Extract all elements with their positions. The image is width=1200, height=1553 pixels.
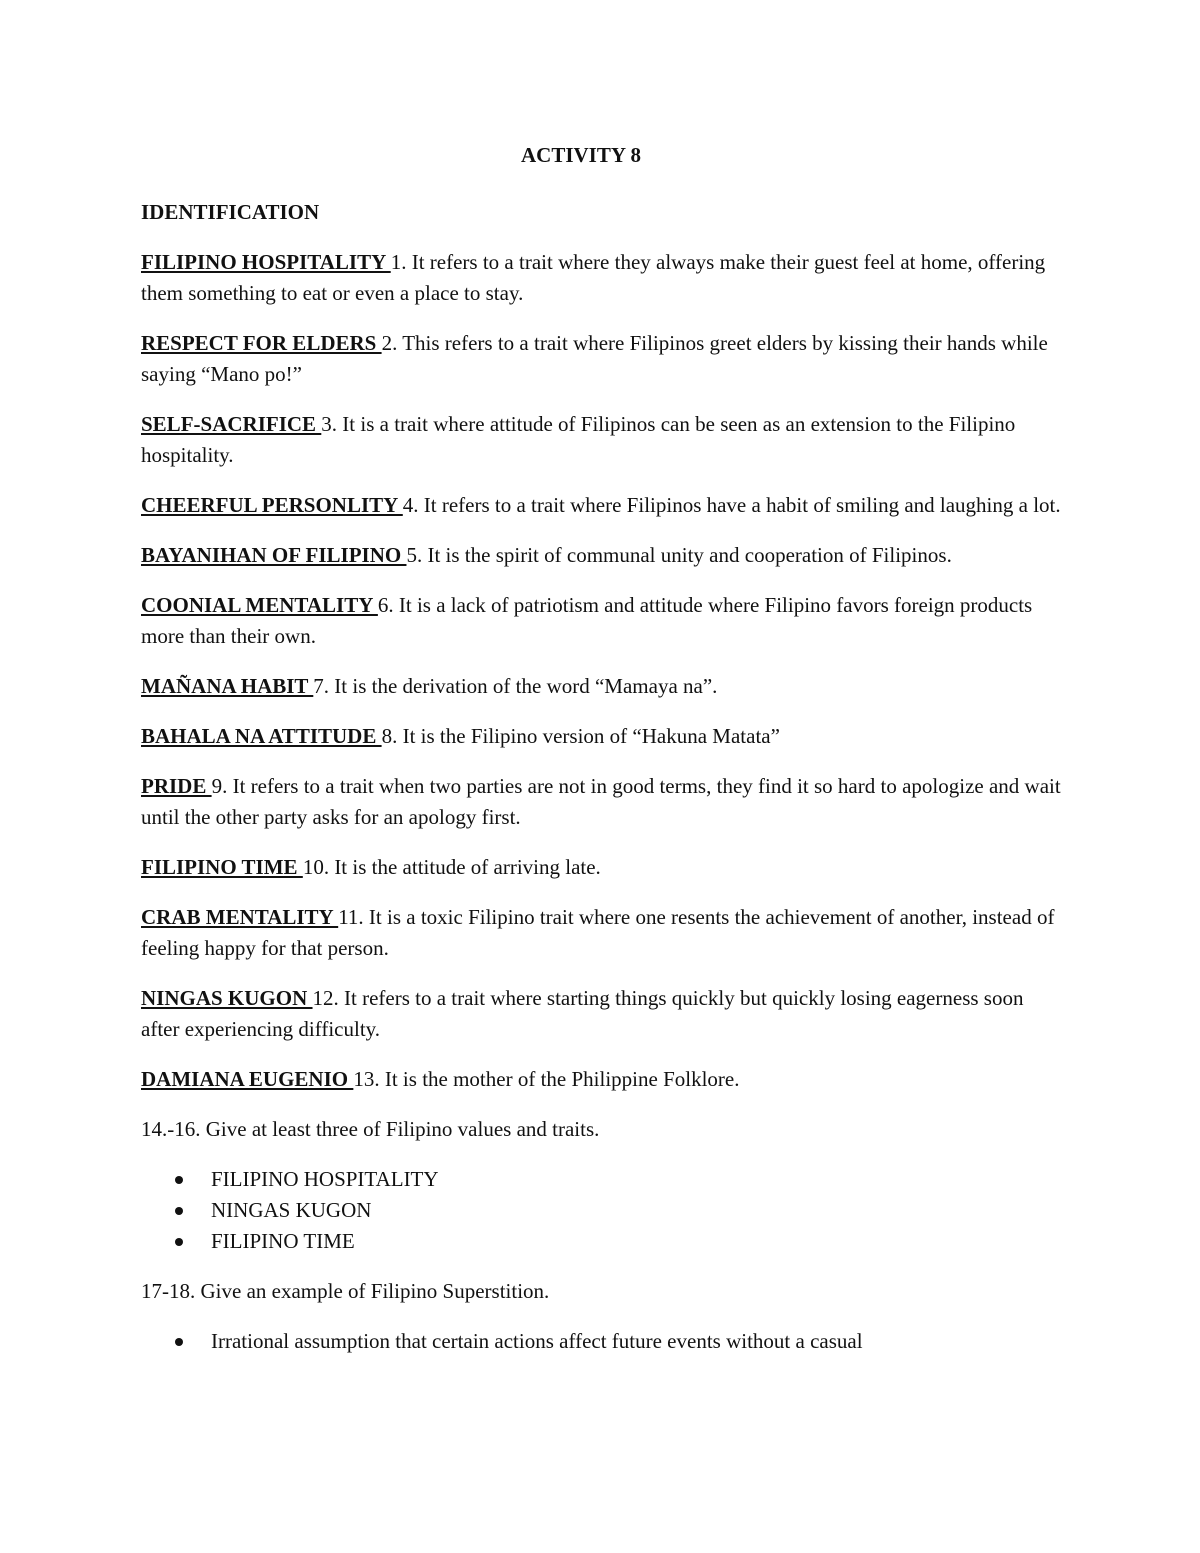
- answer-text: FILIPINO HOSPITALITY: [141, 250, 391, 274]
- answer-text: BAHALA NA ATTITUDE: [141, 724, 382, 748]
- list-item-text: FILIPINO HOSPITALITY: [211, 1167, 439, 1191]
- item-description: It refers to a trait where starting things quickly but quickly losing eagerness soon after experiencing difficulty.: [141, 986, 1024, 1041]
- identification-item: DAMIANA EUGENIO 13. It is the mother of the Philippine Folklore.: [141, 1067, 740, 1091]
- bullet-icon: [175, 1238, 183, 1246]
- item-number: 9: [211, 774, 223, 798]
- item-number: 5: [406, 543, 417, 567]
- identification-item: RESPECT FOR ELDERS 2. This refers to a trait where Filipinos greet elders by kissing their hands while saying “Mano po!”: [141, 331, 1048, 386]
- section-heading: IDENTIFICATION: [141, 200, 320, 224]
- item-description: It is the attitude of arriving late.: [334, 855, 601, 879]
- answer-text: CHEERFUL PERSONLITY: [141, 493, 403, 517]
- answer-text: BAYANIHAN OF FILIPINO: [141, 543, 407, 567]
- answer-text: NINGAS KUGON: [141, 986, 313, 1010]
- bullet-icon: [175, 1207, 183, 1215]
- item-number: 1: [390, 250, 402, 274]
- item-number: 6: [377, 593, 389, 617]
- identification-item: SELF-SACRIFICE 3. It is a trait where attitude of Filipinos can be seen as an extension to the Filipino hospitality.: [141, 412, 1016, 467]
- answer-text: COONIAL MENTALITY: [141, 593, 378, 617]
- item-description: It is the Filipino version of “Hakuna Matata”: [402, 724, 780, 748]
- item-number: 8: [381, 724, 393, 748]
- answer-text: PRIDE: [141, 774, 212, 798]
- item-description: It is the derivation of the word “Mamaya na”.: [334, 674, 718, 698]
- item-description: It is a toxic Filipino trait where one resents the achievement of another, instead of feeling happy for that person.: [141, 905, 1055, 960]
- list-item-text: Irrational assumption that certain actions affect future events without a casual: [211, 1329, 863, 1353]
- item-number: 2: [381, 331, 393, 355]
- item-number: 12: [312, 986, 334, 1010]
- identification-item: FILIPINO HOSPITALITY 1. It refers to a trait where they always make their guest feel at home, offering them something to eat or even a place to stay.: [141, 250, 1046, 305]
- answer-text: MAÑANA HABIT: [141, 674, 314, 698]
- item-description: It refers to a trait when two parties are not in good terms, they find it so hard to apologize and wait until the other party asks for an apology first.: [141, 774, 1061, 829]
- bullet-icon: [175, 1338, 183, 1346]
- list-item: [171, 1164, 1061, 1195]
- answer-text: CRAB MENTALITY: [141, 905, 339, 929]
- item-description: It is a lack of patriotism and attitude where Filipino favors foreign products more than their own.: [141, 593, 1033, 648]
- values-prompt: 14.-16. Give at least three of Filipino values and traits.: [141, 1117, 600, 1141]
- item-number: 7: [313, 674, 324, 698]
- identification-item: PRIDE 9. It refers to a trait when two parties are not in good terms, they find it so hard to apologize and wait until the other party asks for an apology first.: [141, 774, 1061, 829]
- answer-text: DAMIANA EUGENIO: [141, 1067, 354, 1091]
- identification-items: [141, 247, 1061, 1095]
- item-number: 10: [302, 855, 324, 879]
- list-item: [171, 1326, 1061, 1357]
- list-item: [171, 1226, 1061, 1257]
- bullet-icon: [175, 1176, 183, 1184]
- identification-item: BAHALA NA ATTITUDE 8. It is the Filipino version of “Hakuna Matata”: [141, 724, 780, 748]
- superstition-prompt: 17-18. Give an example of Filipino Superstition.: [141, 1279, 550, 1303]
- identification-item: MAÑANA HABIT 7. It is the derivation of the word “Mamaya na”.: [141, 674, 718, 698]
- list-item-text: FILIPINO TIME: [211, 1229, 355, 1253]
- list-item-text: NINGAS KUGON: [211, 1198, 372, 1222]
- item-description: It refers to a trait where Filipinos have a habit of smiling and laughing a lot.: [423, 493, 1061, 517]
- identification-item: NINGAS KUGON 12. It refers to a trait where starting things quickly but quickly losing eagerness soon after experiencing difficulty.: [141, 986, 1024, 1041]
- answer-text: FILIPINO TIME: [141, 855, 303, 879]
- item-number: 4: [402, 493, 414, 517]
- values-list: [141, 1164, 1061, 1257]
- item-description: It is the spirit of communal unity and cooperation of Filipinos.: [427, 543, 952, 567]
- list-item: [171, 1195, 1061, 1226]
- item-number: 3: [321, 412, 332, 436]
- document-page: [141, 140, 1061, 1376]
- identification-item: FILIPINO TIME 10. It is the attitude of arriving late.: [141, 855, 601, 879]
- identification-item: BAYANIHAN OF FILIPINO 5. It is the spirit of communal unity and cooperation of Filipinos.: [141, 543, 952, 567]
- identification-item: COONIAL MENTALITY 6. It is a lack of patriotism and attitude where Filipino favors foreign products more than their own.: [141, 593, 1033, 648]
- item-description: This refers to a trait where Filipinos greet elders by kissing their hands while saying “Mano po!”: [141, 331, 1048, 386]
- item-description: It is the mother of the Philippine Folklore.: [384, 1067, 740, 1091]
- item-number: 13: [353, 1067, 375, 1091]
- answer-text: SELF-SACRIFICE: [141, 412, 322, 436]
- item-description: It is a trait where attitude of Filipinos can be seen as an extension to the Filipino hospitality.: [141, 412, 1016, 467]
- identification-item: CRAB MENTALITY 11. It is a toxic Filipino trait where one resents the achievement of another, instead of feeling happy for that person.: [141, 905, 1055, 960]
- item-description: It refers to a trait where they always make their guest feel at home, offering them something to eat or even a place to stay.: [141, 250, 1046, 305]
- identification-item: CHEERFUL PERSONLITY 4. It refers to a trait where Filipinos have a habit of smiling and laughing a lot.: [141, 493, 1061, 517]
- answer-text: RESPECT FOR ELDERS: [141, 331, 382, 355]
- item-number: 11: [338, 905, 359, 929]
- superstition-list: [141, 1326, 1061, 1357]
- activity-title: ACTIVITY 8: [521, 143, 641, 167]
